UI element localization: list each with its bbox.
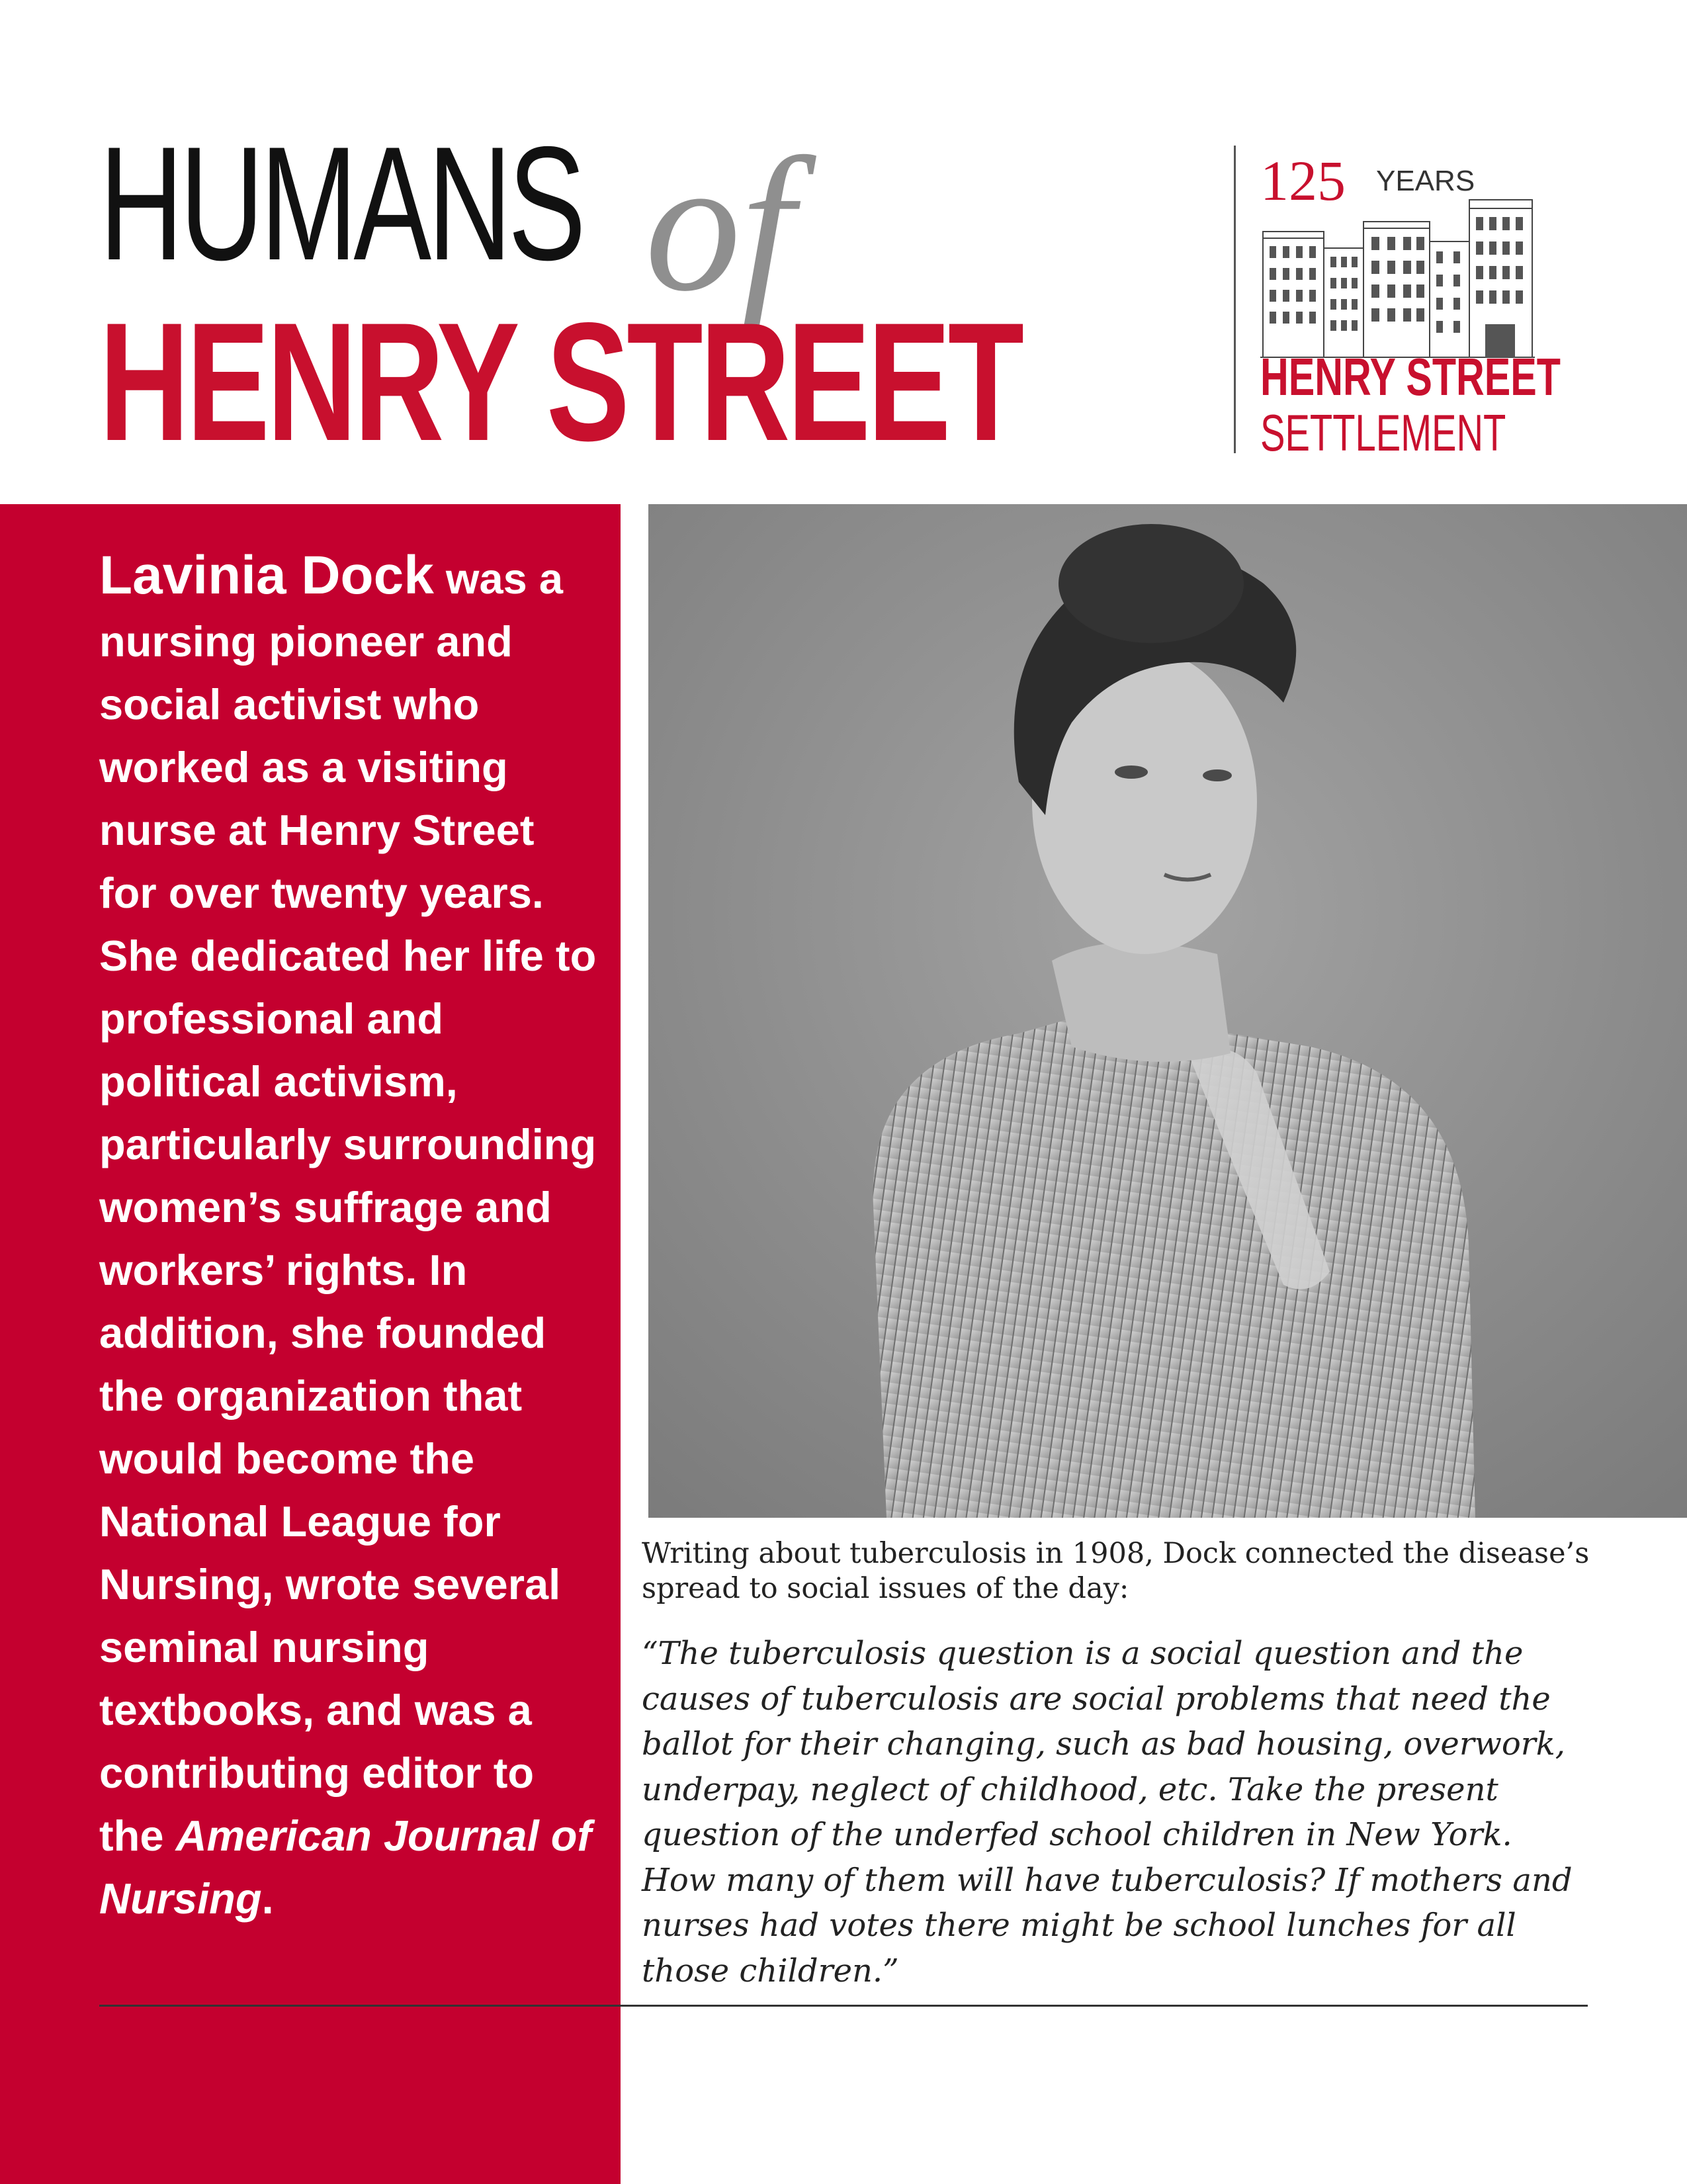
bio-journal-title: American Journal of Nursing (99, 1812, 592, 1923)
photo-caption: Writing about tuberculosis in 1908, Dock connected the disease’s spread to social issues of the day: (642, 1537, 1590, 1605)
bio-body: was a nursing pioneer and social activist who worked as a visiting nurse at Henry Street for over twenty years. She dedicated her life to professional and political activism, particularly surrounding women’s suffrage and workers’ rights. In addition, she founded the organization that would become the National League for Nursing, wrote several seminal nursing textbooks, and was a contributing editor to the (99, 554, 597, 1860)
henry-street-settlement-logo (1260, 149, 1561, 462)
logo-divider (1234, 146, 1236, 453)
bio-end: . (261, 1874, 274, 1923)
logo-years-label: YEARS (1376, 165, 1475, 197)
bottom-divider (99, 2005, 1588, 2007)
logo-years-number: 125 (1260, 149, 1346, 212)
logo-settlement: SETTLEMENT (1260, 404, 1506, 462)
dock-quote: “The tuberculosis question is a social question and the causes of tuberculosis are social problems that need the ballot for their changing, such as bad housing, overwork, underpay, neglect of childhood, etc. Take the present question of the underfed school children in New York. How many of them will have tuberculosis? If mothers and nurses had votes there might be school lunches for all those children.” (642, 1635, 1573, 1989)
lavinia-dock-portrait-photo (648, 504, 1687, 1518)
bio-name: Lavinia Dock (99, 545, 434, 605)
bio-text (99, 544, 602, 1930)
title-henry-street: HENRY STREET (99, 288, 1021, 476)
portrait-icon (648, 504, 1687, 1518)
title-of: of (645, 118, 795, 331)
buildings-icon (1260, 192, 1535, 361)
logo-henry-street: HENRY STREET (1260, 347, 1561, 406)
title-humans: HUMANS (99, 112, 582, 294)
